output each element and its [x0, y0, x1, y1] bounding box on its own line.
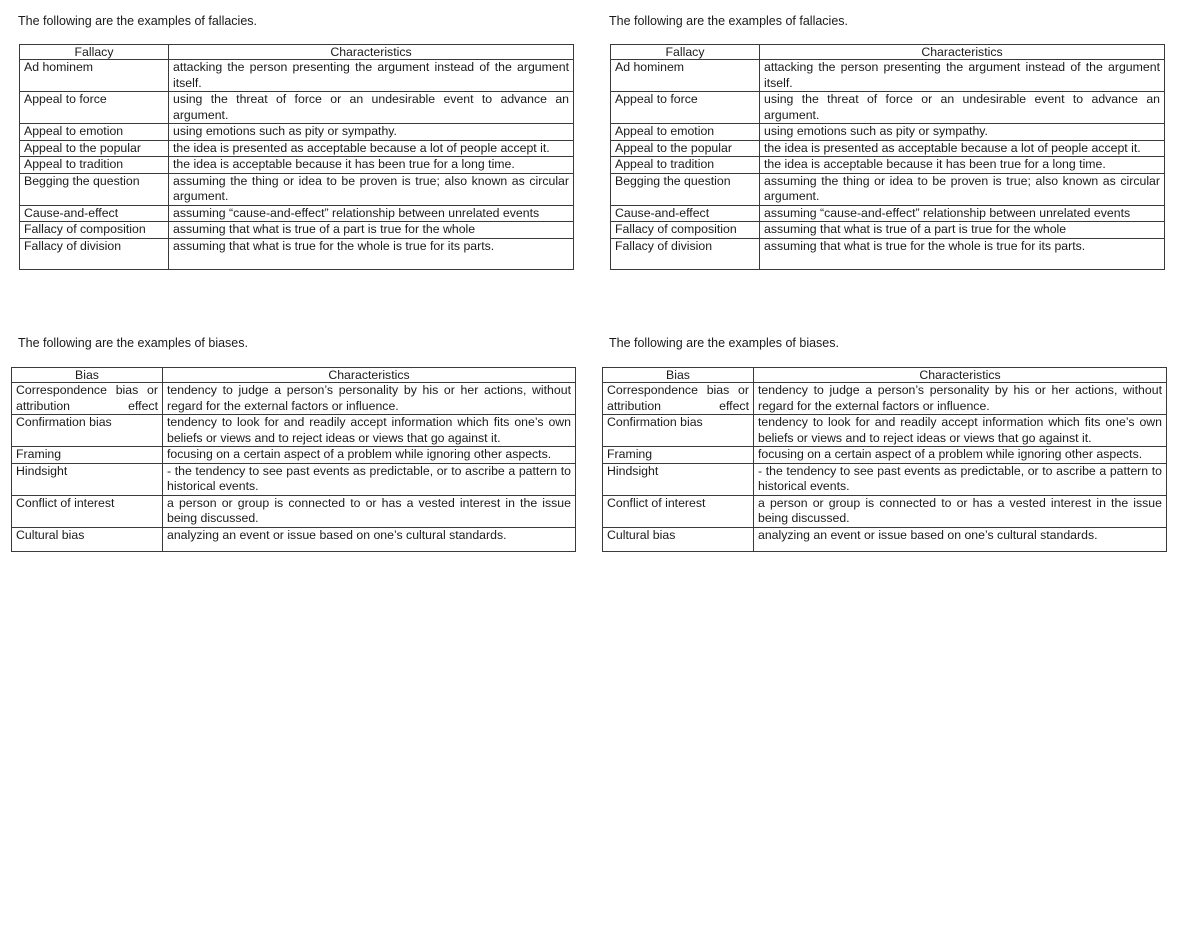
table-header-row: [603, 368, 1167, 383]
bias-characteristics: analyzing an event or issue based on one’s cultural standards.: [754, 527, 1167, 551]
bias-name: Cultural bias: [603, 527, 754, 551]
fallacy-characteristics: assuming the thing or idea to be proven is true; also known as circular argument.: [169, 173, 574, 205]
fallacy-name: Appeal to tradition: [20, 157, 169, 174]
bias-characteristics: analyzing an event or issue based on one’s cultural standards.: [163, 527, 576, 551]
fallacy-characteristics: the idea is acceptable because it has been true for a long time.: [760, 157, 1165, 174]
fallacy-name: Appeal to force: [611, 92, 760, 124]
bias-name: Confirmation bias: [12, 415, 163, 447]
fallacy-name: Appeal to emotion: [611, 124, 760, 141]
bias-characteristics: tendency to look for and readily accept information which fits one’s own beliefs or views and to reject ideas or views that go against it.: [754, 415, 1167, 447]
column-header-characteristics: Characteristics: [163, 368, 576, 383]
fallacy-name: Appeal to the popular: [20, 140, 169, 157]
biases-heading: The following are the examples of biases.: [18, 336, 248, 350]
fallacy-name: Cause-and-effect: [20, 205, 169, 222]
fallacy-characteristics: the idea is presented as acceptable because a lot of people accept it.: [169, 140, 574, 157]
bias-name: Confirmation bias: [603, 415, 754, 447]
fallacy-characteristics: assuming that what is true for the whole is true for its parts.: [169, 238, 574, 269]
fallacy-characteristics: assuming that what is true of a part is true for the whole: [169, 222, 574, 239]
bias-characteristics: tendency to judge a person’s personality by his or her actions, without regard for the external factors or influence.: [163, 383, 576, 415]
fallacy-characteristics: assuming that what is true for the whole is true for its parts.: [760, 238, 1165, 269]
table-row: [611, 140, 1165, 157]
biases-table: [11, 367, 576, 552]
fallacy-name: Begging the question: [20, 173, 169, 205]
bias-name: Conflict of interest: [603, 495, 754, 527]
table-row: [12, 415, 576, 447]
column-header-characteristics: Characteristics: [169, 45, 574, 60]
table-row: [611, 205, 1165, 222]
table-header-row: [12, 368, 576, 383]
table-header-row: [20, 45, 574, 60]
table-row: [20, 140, 574, 157]
fallacy-name: Fallacy of composition: [611, 222, 760, 239]
fallacy-name: Appeal to tradition: [611, 157, 760, 174]
table-row: [603, 415, 1167, 447]
fallacy-characteristics: assuming “cause-and-effect” relationship between unrelated events: [760, 205, 1165, 222]
fallacy-characteristics: the idea is acceptable because it has been true for a long time.: [169, 157, 574, 174]
fallacy-characteristics: assuming that what is true of a part is true for the whole: [760, 222, 1165, 239]
table-row: [611, 157, 1165, 174]
table-header-row: [611, 45, 1165, 60]
fallacy-name: Cause-and-effect: [611, 205, 760, 222]
fallacy-name: Fallacy of composition: [20, 222, 169, 239]
bias-name: Correspondence bias or attribution effect: [603, 383, 754, 415]
table-row: [611, 222, 1165, 239]
table-row: [611, 60, 1165, 92]
biases-table: [602, 367, 1167, 552]
bias-characteristics: - the tendency to see past events as predictable, or to ascribe a pattern to historical events.: [163, 463, 576, 495]
column-header-fallacy: Fallacy: [611, 45, 760, 60]
bias-name: Cultural bias: [12, 527, 163, 551]
fallacy-characteristics: using the threat of force or an undesirable event to advance an argument.: [760, 92, 1165, 124]
fallacy-name: Begging the question: [611, 173, 760, 205]
table-row: [611, 92, 1165, 124]
table-row: [20, 60, 574, 92]
bias-name: Framing: [12, 447, 163, 464]
fallacies-heading: The following are the examples of fallacies.: [609, 14, 849, 28]
column-header-bias: Bias: [12, 368, 163, 383]
table-row: [611, 173, 1165, 205]
bias-name: Conflict of interest: [12, 495, 163, 527]
table-row: [603, 447, 1167, 464]
column-header-fallacy: Fallacy: [20, 45, 169, 60]
bias-characteristics: focusing on a certain aspect of a problem while ignoring other aspects.: [754, 447, 1167, 464]
fallacy-name: Appeal to emotion: [20, 124, 169, 141]
fallacy-characteristics: assuming the thing or idea to be proven is true; also known as circular argument.: [760, 173, 1165, 205]
table-row: [12, 495, 576, 527]
bias-name: Framing: [603, 447, 754, 464]
fallacy-characteristics: using emotions such as pity or sympathy.: [169, 124, 574, 141]
table-row: [12, 383, 576, 415]
fallacies-table: [19, 44, 574, 270]
table-row: [603, 495, 1167, 527]
fallacy-name: Ad hominem: [20, 60, 169, 92]
column-header-characteristics: Characteristics: [754, 368, 1167, 383]
table-row: [20, 205, 574, 222]
table-row: [603, 383, 1167, 415]
fallacy-characteristics: attacking the person presenting the argument instead of the argument itself.: [760, 60, 1165, 92]
bias-name: Hindsight: [12, 463, 163, 495]
fallacy-name: Fallacy of division: [20, 238, 169, 269]
bias-characteristics: - the tendency to see past events as predictable, or to ascribe a pattern to historical events.: [754, 463, 1167, 495]
bias-characteristics: focusing on a certain aspect of a problem while ignoring other aspects.: [163, 447, 576, 464]
table-row: [12, 463, 576, 495]
biases-heading: The following are the examples of biases.: [609, 336, 839, 350]
fallacy-name: Appeal to force: [20, 92, 169, 124]
table-row: [20, 173, 574, 205]
table-row: [12, 527, 576, 551]
column-header-bias: Bias: [603, 368, 754, 383]
table-row: [603, 463, 1167, 495]
bias-name: Correspondence bias or attribution effect: [12, 383, 163, 415]
fallacy-name: Appeal to the popular: [611, 140, 760, 157]
table-row: [603, 527, 1167, 551]
bias-characteristics: a person or group is connected to or has a vested interest in the issue being discussed.: [163, 495, 576, 527]
fallacies-table: [610, 44, 1165, 270]
bias-characteristics: a person or group is connected to or has a vested interest in the issue being discussed.: [754, 495, 1167, 527]
table-row: [20, 238, 574, 269]
fallacy-name: Ad hominem: [611, 60, 760, 92]
fallacy-characteristics: the idea is presented as acceptable because a lot of people accept it.: [760, 140, 1165, 157]
column-header-characteristics: Characteristics: [760, 45, 1165, 60]
table-row: [12, 447, 576, 464]
fallacies-heading: The following are the examples of fallacies.: [18, 14, 258, 28]
fallacy-characteristics: using the threat of force or an undesirable event to advance an argument.: [169, 92, 574, 124]
fallacy-name: Fallacy of division: [611, 238, 760, 269]
bias-characteristics: tendency to judge a person’s personality by his or her actions, without regard for the external factors or influence.: [754, 383, 1167, 415]
table-row: [20, 92, 574, 124]
table-row: [20, 222, 574, 239]
table-row: [611, 238, 1165, 269]
table-row: [20, 157, 574, 174]
table-row: [611, 124, 1165, 141]
fallacy-characteristics: attacking the person presenting the argument instead of the argument itself.: [169, 60, 574, 92]
bias-characteristics: tendency to look for and readily accept information which fits one’s own beliefs or views and to reject ideas or views that go against it.: [163, 415, 576, 447]
fallacy-characteristics: assuming “cause-and-effect” relationship between unrelated events: [169, 205, 574, 222]
table-row: [20, 124, 574, 141]
fallacy-characteristics: using emotions such as pity or sympathy.: [760, 124, 1165, 141]
bias-name: Hindsight: [603, 463, 754, 495]
